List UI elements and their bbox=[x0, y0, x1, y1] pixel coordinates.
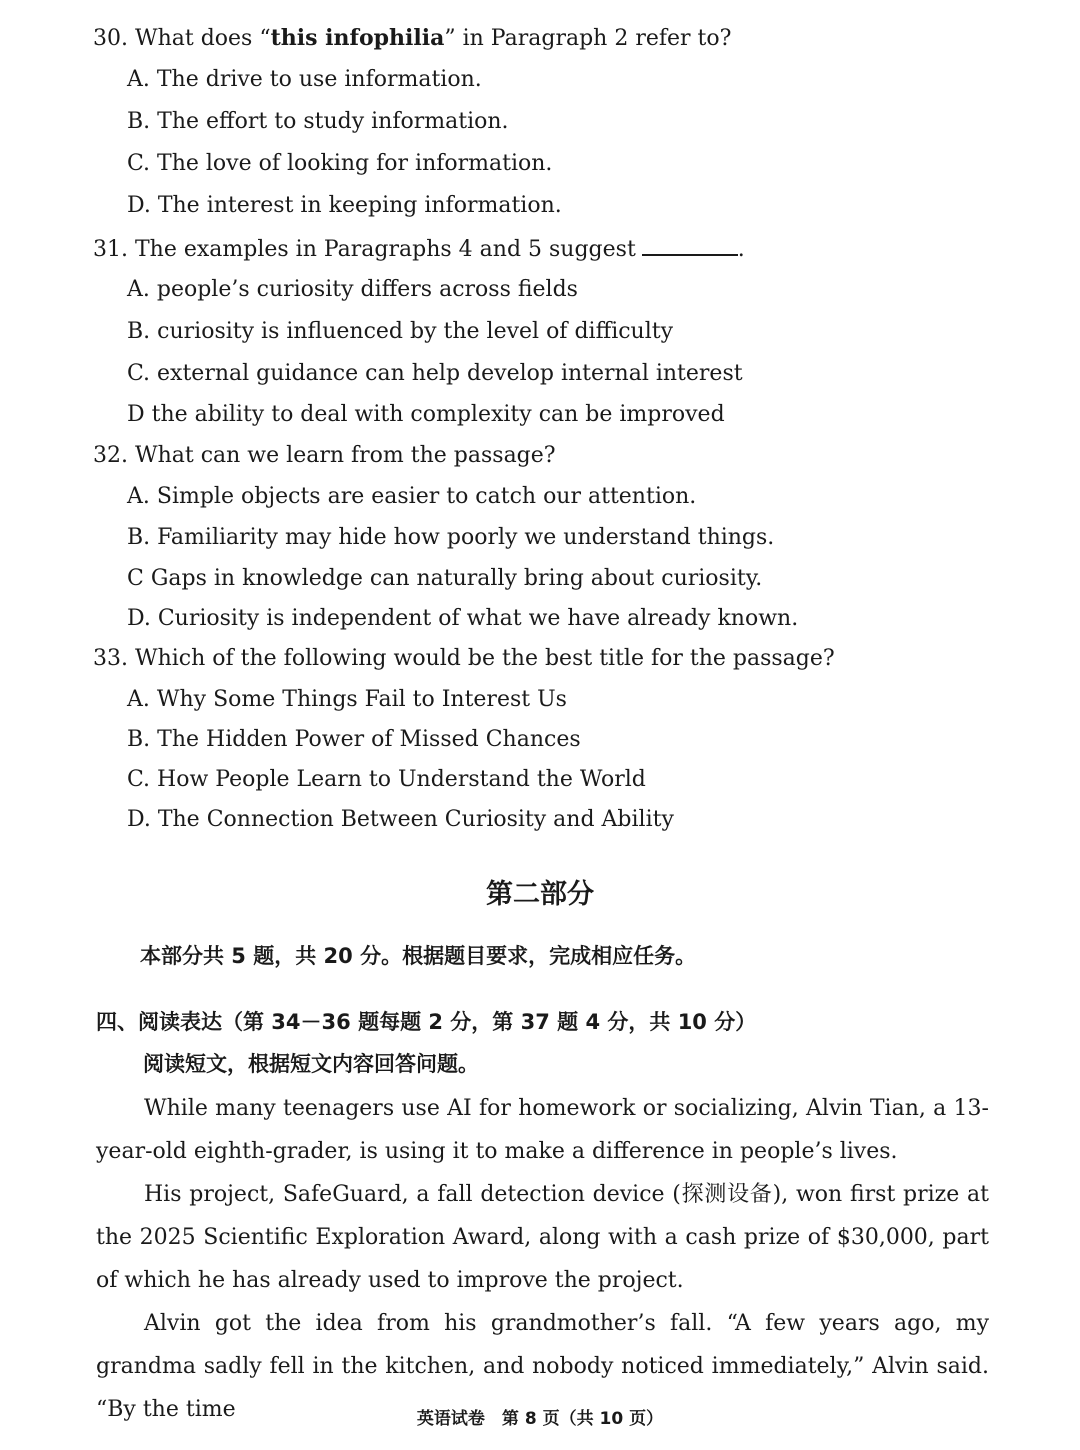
question-31-stem bbox=[93, 234, 745, 264]
passage-paragraph-2: His project, SafeGuard, a fall detection device (探测设备), won first prize at the 2025 Scientific Exploration Award, along with a cash prize of $30,000, part of which he has already used to improve the project. bbox=[96, 1182, 989, 1293]
question-30-stem bbox=[93, 24, 731, 53]
q31-option-c: C. external guidance can help develop internal interest bbox=[127, 361, 743, 386]
part-two-title: 第二部分 bbox=[486, 879, 594, 910]
section-four-heading: 四、阅读表达（第 34－36 题每题 2 分，第 37 题 4 分，共 10 分） bbox=[96, 1010, 757, 1034]
q33-option-c: C. How People Learn to Understand the World bbox=[127, 767, 646, 792]
passage-paragraph-1: While many teenagers use AI for homework or socializing, Alvin Tian, a 13-year-old eighth-grader, is using it to make a difference in people’s lives. bbox=[96, 1096, 989, 1164]
q32-option-a: A. Simple objects are easier to catch our attention. bbox=[127, 484, 697, 509]
q31-option-d: D the ability to deal with complexity can be improved bbox=[127, 402, 725, 427]
q33-option-b: B. The Hidden Power of Missed Chances bbox=[127, 727, 581, 752]
q31-option-a: A. people’s curiosity differs across fields bbox=[127, 277, 578, 302]
q32-option-b: B. Familiarity may hide how poorly we understand things. bbox=[127, 525, 775, 550]
q30-stem-start: 30. What does “ bbox=[93, 26, 271, 51]
q32-option-d: D. Curiosity is independent of what we have already known. bbox=[127, 606, 799, 631]
q31-stem-text: 31. The examples in Paragraphs 4 and 5 suggest bbox=[93, 237, 636, 262]
page-footer: 英语试卷 第 8 页（共 10 页） bbox=[416, 1409, 664, 1429]
part-two-intro: 本部分共 5 题，共 20 分。根据题目要求，完成相应任务。 bbox=[140, 944, 697, 968]
q33-option-d: D. The Connection Between Curiosity and Ability bbox=[127, 807, 674, 832]
section-four-instruction: 阅读短文，根据短文内容回答问题。 bbox=[143, 1052, 479, 1076]
q30-stem-end: ” in Paragraph 2 refer to? bbox=[444, 26, 732, 51]
q30-option-d: D. The interest in keeping information. bbox=[127, 193, 562, 218]
q33-option-a: A. Why Some Things Fail to Interest Us bbox=[127, 687, 567, 712]
q32-option-c: C Gaps in knowledge can naturally bring about curiosity. bbox=[127, 566, 763, 591]
passage bbox=[96, 1087, 989, 1431]
question-32-stem: 32. What can we learn from the passage? bbox=[93, 443, 556, 468]
q30-option-c: C. The love of looking for information. bbox=[127, 151, 553, 176]
q30-stem-bold: this infophilia bbox=[270, 25, 445, 51]
answer-blank bbox=[642, 234, 738, 256]
passage-paragraph-3: Alvin got the idea from his grandmother’s fall. “A few years ago, my grandma sadly fell in the kitchen, and nobody noticed immediately,” Alvin said. “By the time bbox=[96, 1311, 989, 1422]
question-33-stem: 33. Which of the following would be the best title for the passage? bbox=[93, 646, 835, 671]
q31-option-b: B. curiosity is influenced by the level of difficulty bbox=[127, 319, 674, 344]
q31-stem-period: . bbox=[737, 237, 745, 262]
q30-option-b: B. The effort to study information. bbox=[127, 109, 509, 134]
q30-option-a: A. The drive to use information. bbox=[127, 67, 482, 92]
